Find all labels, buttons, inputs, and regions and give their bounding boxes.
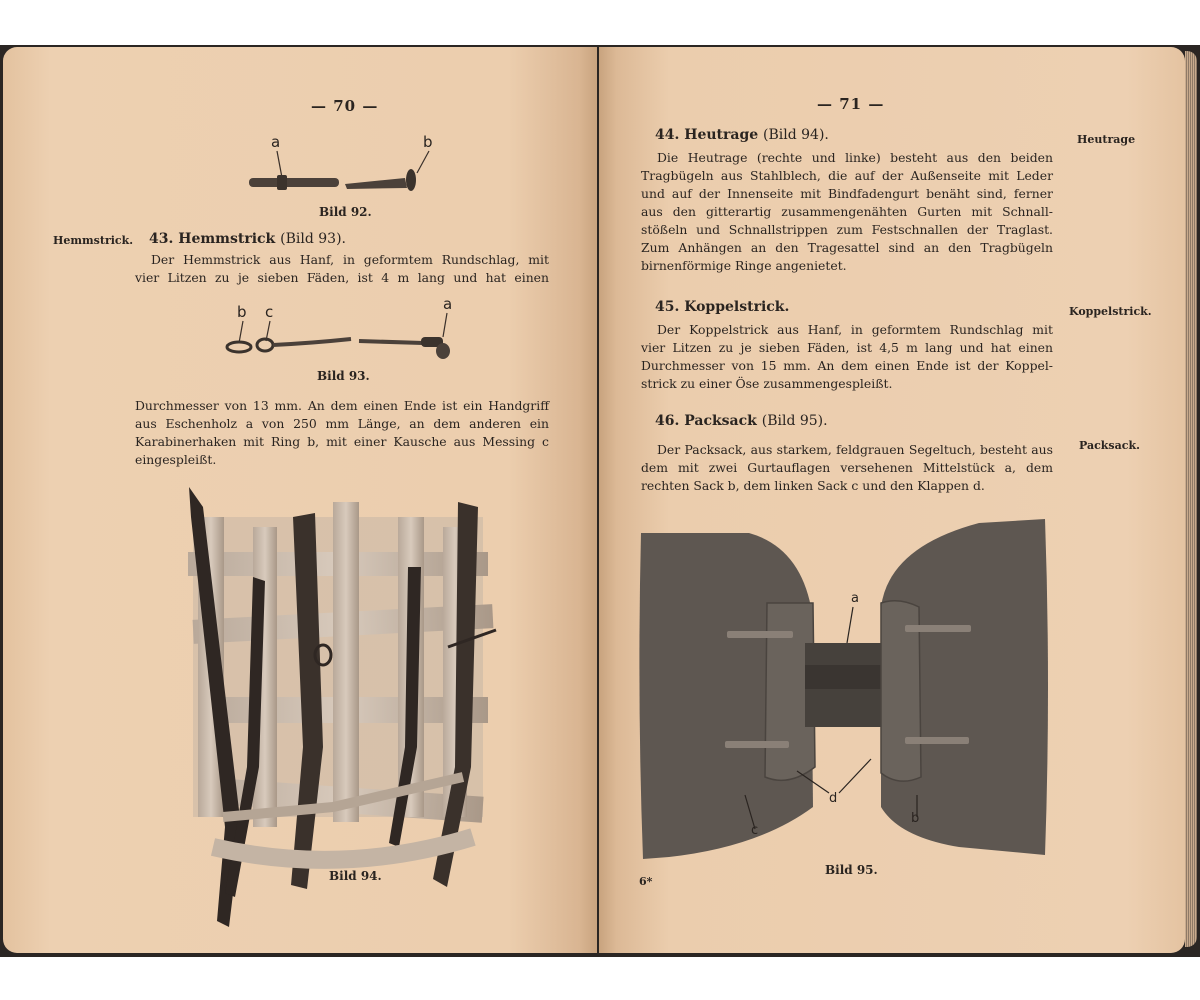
- text-line: Der Hemmstrick aus Hanf, in geformtem Rundschlag, mit: [151, 252, 549, 267]
- text-line: aus den gitterartig zusammengenähten Gurten mit Schnall-: [641, 204, 1053, 219]
- figure-95-label-d: d: [829, 791, 838, 806]
- figure-93-caption: Bild 93.: [317, 369, 370, 383]
- page-number-left: — 70 —: [311, 97, 379, 115]
- figure-93-label-b: b: [237, 303, 247, 321]
- text-line: Durchmesser von 15 mm. An dem einen Ende ist der Koppel-: [641, 358, 1053, 373]
- text-line: rechten Sack b, dem linken Sack c und den Klappen d.: [641, 478, 985, 493]
- section-45-heading: 45. Koppelstrick.: [655, 299, 790, 315]
- right-page: [599, 47, 1185, 953]
- margin-note-hemmstrick: Hemmstrick.: [53, 234, 134, 247]
- text-line: und auf der Innenseite mit Bindfadengurt benäht sind, ferner: [641, 186, 1053, 201]
- section-43-title: 43. Hemmstrick: [149, 231, 276, 247]
- figure-92-caption: Bild 92.: [319, 205, 372, 219]
- figure-92-label-b: b: [423, 133, 433, 151]
- text-line: vier Litzen zu je sieben Fäden, ist 4,5 m lang und hat einen: [641, 340, 1053, 355]
- text-line: birnenförmige Ringe angenietet.: [641, 258, 847, 273]
- left-page: [3, 47, 597, 953]
- margin-note-packsack: Packsack.: [1079, 439, 1140, 452]
- signature-mark: 6*: [639, 875, 653, 888]
- figure-95-label-c: c: [751, 823, 759, 838]
- text-line: aus Eschenholz a von 250 mm Länge, an dem anderen ein: [135, 416, 549, 431]
- figure-93-label-a: a: [443, 295, 453, 313]
- figure-94-caption: Bild 94.: [329, 869, 382, 883]
- section-44-ref: (Bild 94).: [763, 127, 829, 143]
- figure-95-label-a: a: [851, 591, 859, 606]
- text-line: Durchmesser von 13 mm. An dem einen Ende ist ein Handgriff: [135, 398, 549, 413]
- figure-95-illustration: [599, 47, 1185, 953]
- text-line: Karabinerhaken mit Ring b, mit einer Kausche aus Messing c: [135, 434, 549, 449]
- section-43-ref: (Bild 93).: [280, 231, 346, 247]
- text-line: stößeln und Schnallstrippen zum Festschnallen der Traglast.: [641, 222, 1053, 237]
- text-line: Tragbügeln aus Stahlblech, die auf der Außenseite mit Leder: [641, 168, 1053, 183]
- page-edges: [1185, 51, 1197, 947]
- section-46-title: 46. Packsack: [655, 413, 757, 429]
- figure-95-label-b: b: [911, 811, 920, 826]
- figure-93-label-c: c: [265, 303, 274, 321]
- page-number-right: — 71 —: [817, 95, 885, 113]
- text-line: eingespleißt.: [135, 452, 217, 467]
- figure-94-illustration: [3, 47, 597, 953]
- text-line: dem mit zwei Gurtauflagen versehenen Mittelstück a, dem: [641, 460, 1053, 475]
- margin-note-heutrage: Heutrage: [1077, 133, 1136, 146]
- text-line: Der Koppelstrick aus Hanf, in geformtem Rundschlag mit: [657, 322, 1053, 337]
- text-line: Zum Anhängen an den Tragesattel sind an den Tragbügeln: [641, 240, 1053, 255]
- section-46-ref: (Bild 95).: [761, 413, 828, 429]
- text-line: Der Packsack, aus starkem, feldgrauen Segeltuch, besteht aus: [657, 442, 1053, 457]
- text-line: Die Heutrage (rechte und linke) besteht aus den beiden: [657, 150, 1053, 165]
- figure-92-label-a: a: [271, 133, 281, 151]
- margin-note-koppelstrick: Koppelstrick.: [1069, 305, 1152, 318]
- text-line: vier Litzen zu je sieben Fäden, ist 4 m lang und hat einen: [135, 270, 549, 285]
- open-book: [0, 45, 1200, 957]
- text-line: strick zu einer Öse zusammengespleißt.: [641, 376, 893, 391]
- figure-95-caption: Bild 95.: [825, 863, 878, 877]
- section-44-title: 44. Heutrage: [655, 127, 759, 143]
